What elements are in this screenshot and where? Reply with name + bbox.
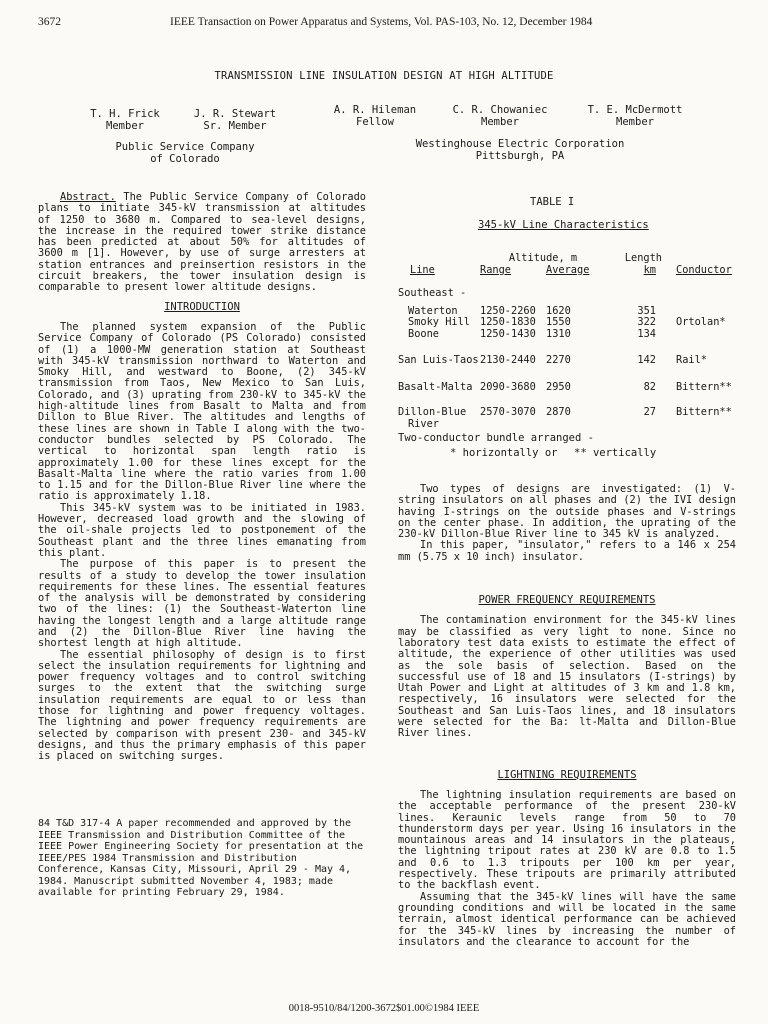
cell-km: 82 <box>643 380 656 393</box>
table-note-horizontal: * horizontally or <box>450 447 558 459</box>
table-note: Two-conductor bundle arranged - <box>398 432 594 444</box>
paper-title: TRANSMISSION LINE INSULATION DESIGN AT HIGH ALTITUDE <box>214 70 554 82</box>
designs-paragraph: Two types of designs are investigated: (1) V-string insulators on all phases and (2) the IVI design having I-strings on the outside phases and V-strings on the center phase. In addition, the uprating of the 230-kV Dillon-Blue River line to 345 kV is analyzed. <box>398 483 736 541</box>
affiliation-line: Westinghouse Electric Corporation <box>415 138 625 150</box>
cell-conductor: Rail* <box>676 354 707 366</box>
affiliation-line: Pittsburgh, PA <box>475 150 565 162</box>
power-frequency-heading: POWER FREQUENCY REQUIREMENTS <box>478 594 656 607</box>
right-column <box>398 484 736 948</box>
intro-paragraph-4: The essential philosophy of design is to first select the insulation requirements for lightning and power frequency voltages and to control switching surges to the extent that the switching surge insulation requirements are equal to or less than those for lightning and power frequency voltages. The lightning and power frequency requirements are selected by comparison with present 230- and 345-kV designs, and thus the primary emphasis of this paper is placed on switching surges. <box>38 648 366 763</box>
abstract-label: Abstract. <box>60 191 116 203</box>
cell-range: 2130-2440 <box>480 354 536 366</box>
table-label: TABLE I <box>530 196 575 208</box>
author-3 <box>330 104 420 128</box>
table-row <box>398 407 742 430</box>
cell-average: 2950 <box>546 380 571 393</box>
cell-average: 2870 <box>546 406 571 418</box>
author-1 <box>80 108 170 132</box>
lightning-heading: LIGHTNING REQUIREMENTS <box>497 768 637 781</box>
cell-km: 134 <box>637 327 656 340</box>
table-row <box>398 329 742 341</box>
author-name: J. R. Stewart <box>193 108 277 120</box>
author-grade: Member <box>106 120 144 132</box>
header-km: km <box>643 263 656 276</box>
cell-range: 1250-1430 <box>480 327 536 340</box>
header-conductor: Conductor <box>676 263 732 276</box>
cell-line: San Luis-Taos <box>398 354 479 366</box>
cell-line: Boone <box>408 327 439 340</box>
affiliation-line: of Colorado <box>150 153 220 165</box>
table-note-vertical: ** vertically <box>574 447 657 459</box>
intro-paragraph-2: This 345-kV system was to be initiated in 1983. However, decreased load growth and the slowing of the oil-shale projects led to postponement of the Southeast plant and the three lines emanating from this plant. <box>38 501 366 559</box>
author-4 <box>450 104 550 128</box>
header-line: Line <box>410 263 435 276</box>
cell-km: 351 <box>637 304 656 317</box>
cell-range: 2090-3680 <box>480 380 536 393</box>
affiliation-line: Public Service Company <box>115 141 255 153</box>
cell-average: 2270 <box>546 354 571 366</box>
table-caption: 345-kV Line Characteristics <box>478 219 649 231</box>
line-characteristics-table <box>398 253 742 430</box>
affiliation-westinghouse <box>400 138 640 162</box>
table-row <box>398 317 742 329</box>
introduction-heading: INTRODUCTION <box>164 300 240 313</box>
cell-average: 1620 <box>546 304 571 317</box>
cell-range: 2570-3070 <box>480 406 536 418</box>
cell-average: 1550 <box>546 316 571 328</box>
cell-line: Waterton <box>408 304 458 317</box>
cell-km: 27 <box>643 406 656 418</box>
header-average: Average <box>546 263 590 276</box>
cell-conductor <box>662 329 742 341</box>
table-1 <box>398 253 742 430</box>
power-frequency-paragraph: The contamination environment for the 345-kV lines may be classified as very light to none. Since no laboratory test data exists to estimate the effect of altitude, the experience of other utilities was used as the sole basis of selection. Based on the successful use of 18 and 15 insulators (I-strings) by Utah Power and Light at altitudes of 3 km and 1.8 km, respectively, 16 insulators were selected for the Southeast and San Luis-Taos lines, and 18 insulators were selected for the Ba: lt-Malta and Dillon-Blue River lines. <box>398 614 736 740</box>
cell-line: Smoky Hill <box>408 316 470 328</box>
page-number: 3672 <box>38 16 61 28</box>
cell-average: 1310 <box>546 327 571 340</box>
cell-line-part: River <box>408 417 439 430</box>
cell-range: 1250-2260 <box>480 304 536 317</box>
cell-conductor: Bittern** <box>676 406 732 418</box>
author-grade: Fellow <box>356 116 394 128</box>
cell-line-part: Dillon-Blue <box>398 406 467 418</box>
abstract <box>38 192 366 294</box>
cell-conductor: Bittern** <box>676 380 732 393</box>
table-row <box>398 382 742 394</box>
group-label: Southeast - <box>398 287 467 299</box>
journal-header: IEEE Transaction on Power Apparatus and Systems, Vol. PAS-103, No. 12, December 1984 <box>170 16 593 28</box>
copyright-code: 0018-9510/84/1200-3672$01.00©1984 IEEE <box>288 1003 480 1014</box>
author-5 <box>580 104 690 128</box>
cell-km: 142 <box>637 354 656 366</box>
intro-paragraph-1: The planned system expansion of the Public Service Company of Colorado (PS Colorado) consisted of (1) a 1000-MW generation station at Southeast with 345-kV transmission northward to Waterton and Smoky Hill, and westward to Boone, (2) 345-kV transmission from Taos, New Mexico to San Luis, Colorado, and (3) uprating from 230-kV to 345-kV the high-altitude lines from Basalt to Malta and from Dillon to Blue River. The altitudes and lengths of these lines are shown in Table I along with the two-conductor bundles selected by PS Colorado. The vertical to horizontal span length ratio is approximately 1.00 for these lines except for the Basalt-Malta line where the ratio varies from 1.00 to 1.15 and for the Dillon-Blue River line where the ratio is approximately 1.18. <box>38 320 366 503</box>
lightning-paragraph-1: The lightning insulation requirements are based on the acceptable performance of the present 230-kV lines. Keraunic levels range from 50 to 70 thunderstorm days per year. Using 16 insulators in the mountainous areas and 14 insulators in the plateaus, the lightning tripout rates at 230 kV are 0.8 to 1.5 and 0.6 to 1.3 tripouts per 100 km per year, respectively. These tripouts are primarily attributed to the backflash event. <box>398 788 736 892</box>
intro-paragraph-3: The purpose of this paper is to present the results of a study to develop the tower insulation requirements for these lines. The essential features of the analysis will be demonstrated by considering two of the lines: (1) the Southeast-Waterton line having the longest length and a large altitude range and (2) the Dillon-Blue River line having the shortest length at high altitude. <box>38 558 366 650</box>
header-range: Range <box>480 263 511 276</box>
lightning-paragraph-2: Assuming that the 345-kV lines will have the same grounding conditions and will be located in the same terrain, almost identical performance can be achieved for the 345-kV lines by increasing the number of insulators and the clearance to account for the <box>398 890 736 948</box>
header-length: Length <box>624 252 662 264</box>
author-2 <box>190 108 280 132</box>
affiliation-psc <box>100 141 270 165</box>
author-grade: Member <box>481 116 519 128</box>
author-grade: Member <box>616 116 654 128</box>
author-name: T. H. Frick <box>90 108 160 120</box>
left-column <box>38 192 366 763</box>
cell-km: 322 <box>637 316 656 328</box>
author-name: A. R. Hileman <box>333 104 417 116</box>
abstract-text: The Public Service Company of Colorado plans to initiate 345-kV transmission at altitudes of 1250 to 3680 m. Compared to sea-level designs, the increase in the required tower strike distance has been predicted at about 50% for altitudes of 3600 m [1]. However, by use of surge arresters at station entrances and preinsertion resistors in the circuit breakers, the tower insulation design is comparable to present lower altitude designs. <box>38 191 366 294</box>
header-altitude: Altitude, m <box>508 252 578 264</box>
table-row <box>398 355 742 367</box>
cell-line <box>398 407 480 430</box>
author-grade: Sr. Member <box>203 120 267 132</box>
author-name: C. R. Chowaniec <box>452 104 548 116</box>
insulator-paragraph: In this paper, "insulator," refers to a 146 x 254 mm (5.75 x 10 inch) insulator. <box>398 539 736 563</box>
cell-line: Basalt-Malta <box>398 380 473 393</box>
author-name: T. E. McDermott <box>587 104 683 116</box>
footnote: 84 T&D 317-4 A paper recommended and approved by the IEEE Transmission and Distribution Committee of the IEEE Power Engineering Society for presentation at the IEEE/PES 1984 Transmission and Distribution Conference, Kansas City, Missouri, April 29 - May 4, 1984. Manuscript submitted November 4, 1983; made available for printing February 29, 1984. <box>38 818 364 898</box>
cell-conductor: Ortolan* <box>676 316 726 328</box>
cell-range: 1250-1830 <box>480 316 536 328</box>
